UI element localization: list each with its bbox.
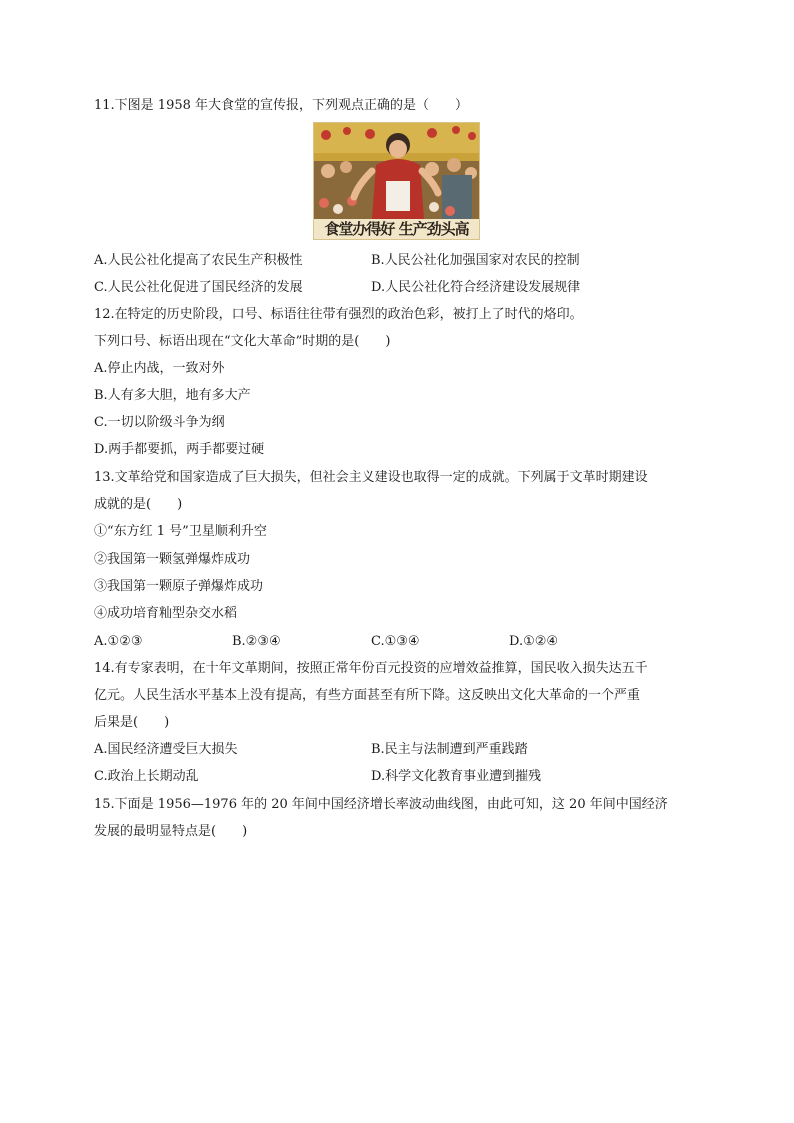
q12-stem-line1: 12.在特定的历史阶段，口号、标语往往带有强烈的政治色彩，被打上了时代的烙印。 [94, 307, 583, 322]
q14-stem-line3: 后果是( ) [94, 715, 170, 730]
q15-stem-line2: 发展的最明显特点是( ) [94, 824, 248, 839]
q11-option-d: D.人民公社化符合经济建设发展规律 [371, 280, 581, 295]
q13-item-2: ②我国第一颗氢弹爆炸成功 [94, 552, 251, 567]
q14-option-a: A.国民经济遭受巨大损失 [94, 742, 238, 757]
q12-option-a: A.停止内战，一致对外 [94, 361, 225, 376]
q13-stem-line1: 13.文革给党和国家造成了巨大损失，但社会主义建设也取得一定的成就。下列属于文革时期建设 [94, 470, 648, 485]
poster-caption: 食堂办得好 生产劲头高 [324, 220, 469, 238]
q13-item-3: ③我国第一颗原子弹爆炸成功 [94, 579, 264, 594]
q13-option-c: C.①③④ [371, 634, 420, 649]
q11-stem: 11.下图是 1958 年大食堂的宣传报，下列观点正确的是（ ） [94, 98, 469, 113]
q11-option-b: B.人民公社化加强国家对农民的控制 [371, 253, 580, 268]
q12-option-b: B.人有多大胆，地有多大产 [94, 388, 251, 403]
q13-stem-line2: 成就的是( ) [94, 497, 183, 512]
q14-option-d: D.科学文化教育事业遭到摧残 [371, 769, 542, 784]
q14-stem-line2: 亿元。人民生活水平基本上没有提高，有些方面甚至有所下降。这反映出文化大革命的一个严重 [94, 688, 641, 703]
q14-stem-line1: 14.有专家表明，在十年文革期间，按照正常年份百元投资的应增效益推算，国民收入损失达五千 [94, 661, 648, 676]
q13-item-4: ④成功培育籼型杂交水稻 [94, 606, 238, 621]
q13-option-a: A.①②③ [94, 634, 143, 649]
q11-option-c: C.人民公社化促进了国民经济的发展 [94, 280, 303, 295]
q13-item-1: ①“东方红 1 号”卫星顺利升空 [94, 524, 267, 539]
q11-option-a: A.人民公社化提高了农民生产积极性 [94, 253, 303, 268]
q14-option-b: B.民主与法制遭到严重践踏 [371, 742, 528, 757]
q15-stem-line1: 15.下面是 1956—1976 年的 20 年间中国经济增长率波动曲线图，由此可知，这 20 年间中国经济 [94, 797, 668, 812]
q13-option-d: D.①②④ [509, 634, 559, 649]
q12-stem-line2: 下列口号、标语出现在“文化大革命”时期的是( ) [94, 334, 391, 349]
canteen-poster-image [313, 122, 480, 240]
q14-option-c: C.政治上长期动乱 [94, 769, 199, 784]
q12-option-c: C.一切以阶级斗争为纲 [94, 415, 225, 430]
q13-option-b: B.②③④ [232, 634, 281, 649]
q12-option-d: D.两手都要抓，两手都要过硬 [94, 442, 265, 457]
